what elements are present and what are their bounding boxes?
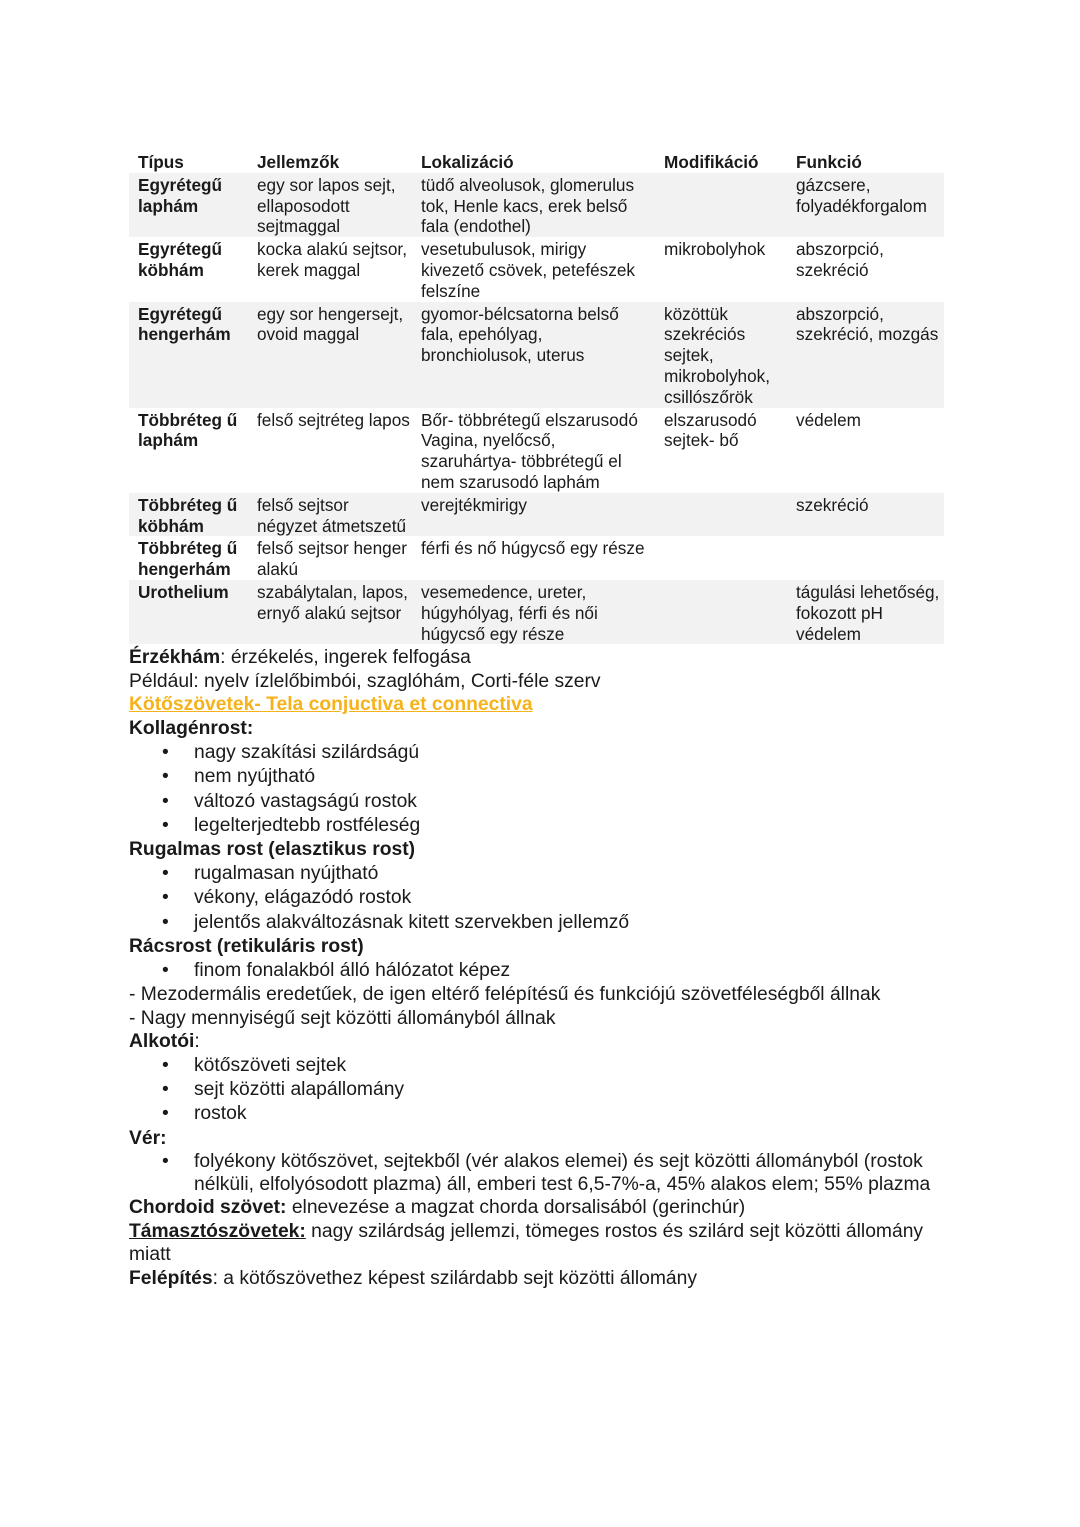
document-page [129, 150, 959, 1290]
cell-features: felső sejtréteg lapos [257, 409, 410, 430]
chordoid-line [129, 1196, 959, 1220]
felepites-label: Felépítés [129, 1267, 213, 1289]
cell-type: Többréteg ű laphám [138, 409, 238, 451]
erzekham-label: Érzékhám [129, 647, 221, 669]
cell-function [787, 536, 944, 580]
kollagen-list [129, 741, 959, 839]
header-type: Típus [138, 152, 184, 172]
dash-line-1: - Mezodermális eredetűek, de igen eltérő felépítésű és funkciójú szövetféleségből állnak [129, 984, 881, 1006]
cell-location: vesetubulusok, mirigy kivezető csövek, petefészek felszíne [421, 239, 635, 301]
kollagen-label-text: Kollagénrost: [129, 718, 254, 740]
cell-type: Többréteg ű köbhám [129, 493, 248, 537]
cell-type: Egyrétegű köbhám [138, 239, 223, 280]
table-row [129, 173, 944, 237]
cell-type: Egyrétegű hengerhám [129, 302, 248, 408]
kollagen-label [129, 717, 959, 741]
list-item: • folyékony kötőszövet, sejtekből (vér alakos elemei) és sejt közötti állományból (rostok nélküli, elfolyósodott plazma) áll, emberi test 6,5-7%-a, 45% alakos elem; 55% plazma [194, 1150, 954, 1196]
cell-type: Többréteg ű hengerhám [138, 538, 238, 580]
alkotoi-label: Alkotói [129, 1031, 195, 1053]
list-item: • finom fonalakból álló hálózatot képez [194, 959, 959, 983]
chordoid-text: elnevezése a magzat chorda dorsalisából (gerinchúr) [286, 1197, 746, 1219]
cell-function: abszorpció, szekréció, mozgás [787, 302, 944, 408]
cell-modification [655, 536, 787, 580]
list-item: • rugalmasan nyújtható [194, 862, 959, 886]
alkotoi-list [129, 1054, 959, 1127]
cell-function: védelem [796, 409, 861, 430]
table-row [129, 536, 944, 580]
cell-modification: közöttük szekréciós sejtek, mikrobolyhok, csillószőrök [655, 302, 787, 408]
header-function: Funkció [796, 152, 862, 172]
ver-list [129, 1150, 959, 1196]
dash-line-2: - Nagy mennyiségű sejt közötti állományból állnak [129, 1007, 556, 1029]
racs-label-text: Rácsrost (retikuláris rost) [129, 936, 364, 958]
cell-function: tágulási lehetőség, fokozott pH védelem [787, 580, 944, 644]
cell-location: tüdő alveolusok, glomerulus tok, Henle kacs, erek belső fala (endothel) [412, 173, 655, 237]
felepites-text: : a kötőszövethez képest szilárdabb sejt közötti állomány [212, 1267, 698, 1289]
tamaszto-line-2: miatt [129, 1244, 171, 1266]
rugalmas-label-text: Rugalmas rost (elasztikus rost) [129, 839, 416, 861]
table-row [129, 237, 944, 301]
cell-type: Egyrétegű laphám [129, 173, 248, 237]
cell-location: gyomor-bélcsatorna belső fala, epehólyag, bronchiolusok, uterus [412, 302, 655, 408]
list-item: • nagy szakítási szilárdságú [194, 741, 959, 765]
cell-features: kocka alakú sejtsor, kerek maggal [257, 239, 407, 280]
list-item: • változó vastagságú rostok [194, 790, 959, 814]
table-row [129, 580, 944, 644]
table-row [129, 302, 944, 408]
list-item: • rostok [194, 1102, 959, 1126]
epithelium-table [129, 150, 944, 644]
cell-location: verejtékmirigy [412, 493, 655, 537]
section-heading: Kötőszövetek- Tela conjuctiva et connectiva [129, 694, 533, 716]
cell-modification [655, 173, 787, 237]
cell-modification [655, 493, 787, 537]
alkotoi-colon: : [194, 1031, 200, 1053]
cell-modification [655, 580, 787, 644]
felepites-line [129, 1267, 959, 1291]
ver-label-text: Vér: [129, 1127, 167, 1149]
cell-location: Bőr- többrétegű elszarusodó Vagina, nyelőcső, szaruhártya- többrétegű el nem szarusodó laphám [421, 409, 638, 492]
list-item: • kötőszöveti sejtek [194, 1054, 959, 1078]
header-features: Jellemzők [257, 152, 340, 172]
cell-features: felső sejtsor négyzet átmetszetű [248, 493, 412, 537]
cell-function: gázcsere, folyadékforgalom [787, 173, 944, 237]
cell-features: egy sor lapos sejt, ellaposodott sejtmaggal [248, 173, 412, 237]
table-row [129, 408, 944, 493]
erzekham-line [129, 646, 959, 670]
list-item: • sejt közötti alapállomány [194, 1078, 959, 1102]
cell-modification: mikrobolyhok [664, 239, 766, 260]
ver-label [129, 1127, 959, 1151]
tamaszto-line [129, 1220, 959, 1244]
list-item: • nem nyújtható [194, 765, 959, 789]
cell-location: vesemedence, ureter, húgyhólyag, férfi és női húgycső egy része [412, 580, 655, 644]
cell-features: egy sor hengersejt, ovoid maggal [248, 302, 412, 408]
rugalmas-label [129, 838, 959, 862]
list-item: • legelterjedtebb rostféleség [194, 814, 959, 838]
header-location: Lokalizáció [421, 152, 514, 172]
rugalmas-list [129, 862, 959, 935]
racs-label [129, 935, 959, 959]
alkotoi-line [129, 1030, 959, 1054]
tamaszto-text: nagy szilárdság jellemzi, tömeges rostos és szilárd sejt közötti állomány [305, 1220, 924, 1242]
cell-function: abszorpció, szekréció [796, 239, 884, 280]
list-item: • jelentős alakváltozásnak kitett szervekben jellemző [194, 911, 959, 935]
tamaszto-label: Támasztószövetek: [129, 1220, 306, 1242]
list-item: • vékony, elágazódó rostok [194, 886, 959, 910]
example-line: Például: nyelv ízlelőbimbói, szaglóhám, Corti-féle szerv [129, 670, 601, 692]
header-modification: Modifikáció [664, 152, 759, 172]
cell-features: szabálytalan, lapos, ernyő alakú sejtsor [248, 580, 412, 644]
cell-modification: elszarusodó sejtek- bő [664, 409, 757, 451]
table-row [129, 493, 944, 537]
cell-type: Urothelium [129, 580, 248, 644]
table-header-row [129, 150, 944, 173]
chordoid-label: Chordoid szövet: [129, 1197, 287, 1219]
cell-function: szekréció [787, 493, 944, 537]
cell-features: felső sejtsor henger alakú [257, 538, 407, 580]
erzekham-text: : érzékelés, ingerek felfogása [220, 647, 471, 669]
cell-location: férfi és nő húgycső egy része [421, 538, 645, 559]
racs-list [129, 959, 959, 983]
